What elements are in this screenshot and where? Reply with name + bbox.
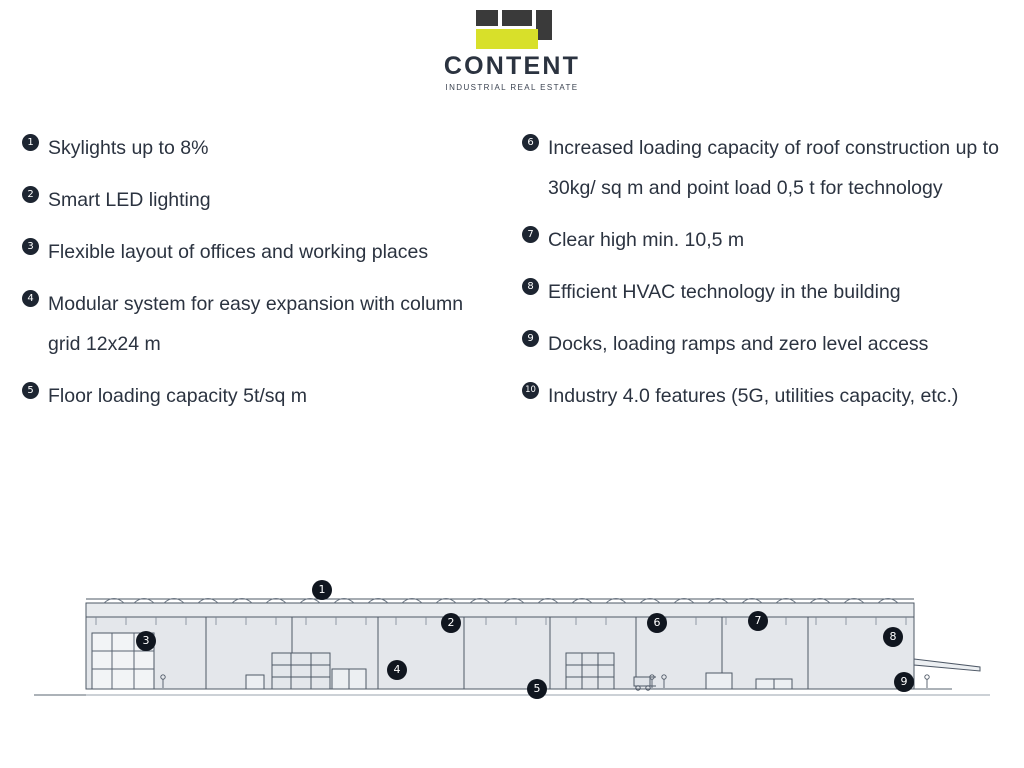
list-item xyxy=(22,376,492,416)
logo-wordmark: CONTENT xyxy=(443,52,581,80)
bullet-number-1: 1 xyxy=(22,134,39,151)
logo-tagline: INDUSTRIAL REAL ESTATE xyxy=(445,83,579,92)
feature-text: Industry 4.0 features (5G, utilities capacity, etc.) xyxy=(548,385,959,407)
drawing-marker-7: 7 xyxy=(748,611,768,631)
feature-text: Modular system for easy expansion with column grid 12x24 m xyxy=(48,293,464,355)
drawing-marker-3: 3 xyxy=(136,631,156,651)
drawing-marker-2: 2 xyxy=(441,613,461,633)
bullet-number-9: 9 xyxy=(522,330,539,347)
drawing-marker-5: 5 xyxy=(527,679,547,699)
feature-text: Flexible layout of offices and working places xyxy=(48,241,429,263)
feature-text: Smart LED lighting xyxy=(48,189,211,211)
feature-text: Docks, loading ramps and zero level access xyxy=(548,333,929,355)
feature-text: Skylights up to 8% xyxy=(48,137,209,159)
list-item xyxy=(522,128,1008,208)
bullet-number-10: 10 xyxy=(522,382,539,399)
list-item xyxy=(22,232,492,272)
company-logo xyxy=(436,4,588,100)
list-item xyxy=(22,180,492,220)
feature-list-left xyxy=(22,128,492,428)
bullet-number-5: 5 xyxy=(22,382,39,399)
drawing-marker-1: 1 xyxy=(312,580,332,600)
bullet-number-6: 6 xyxy=(522,134,539,151)
drawing-marker-4: 4 xyxy=(387,660,407,680)
drawing-marker-8: 8 xyxy=(883,627,903,647)
list-item xyxy=(522,324,1008,364)
content-logo-mark-icon xyxy=(458,10,566,52)
list-item xyxy=(522,376,1008,416)
warehouse-section-drawing xyxy=(0,555,1024,725)
feature-text: Efficient HVAC technology in the building xyxy=(548,281,901,303)
list-item xyxy=(522,272,1008,312)
bullet-number-3: 3 xyxy=(22,238,39,255)
list-item xyxy=(22,128,492,168)
list-item xyxy=(22,284,492,364)
bullet-number-4: 4 xyxy=(22,290,39,307)
bullet-number-7: 7 xyxy=(522,226,539,243)
feature-text: Floor loading capacity 5t/sq m xyxy=(48,385,308,407)
list-item xyxy=(522,220,1008,260)
bullet-number-8: 8 xyxy=(522,278,539,295)
bullet-number-2: 2 xyxy=(22,186,39,203)
feature-text: Clear high min. 10,5 m xyxy=(548,229,745,251)
drawing-marker-6: 6 xyxy=(647,613,667,633)
feature-text: Increased loading capacity of roof construction up to 30kg/ sq m and point load 0,5 t for technology xyxy=(548,137,999,199)
feature-list-right xyxy=(522,128,1008,428)
drawing-marker-9: 9 xyxy=(894,672,914,692)
